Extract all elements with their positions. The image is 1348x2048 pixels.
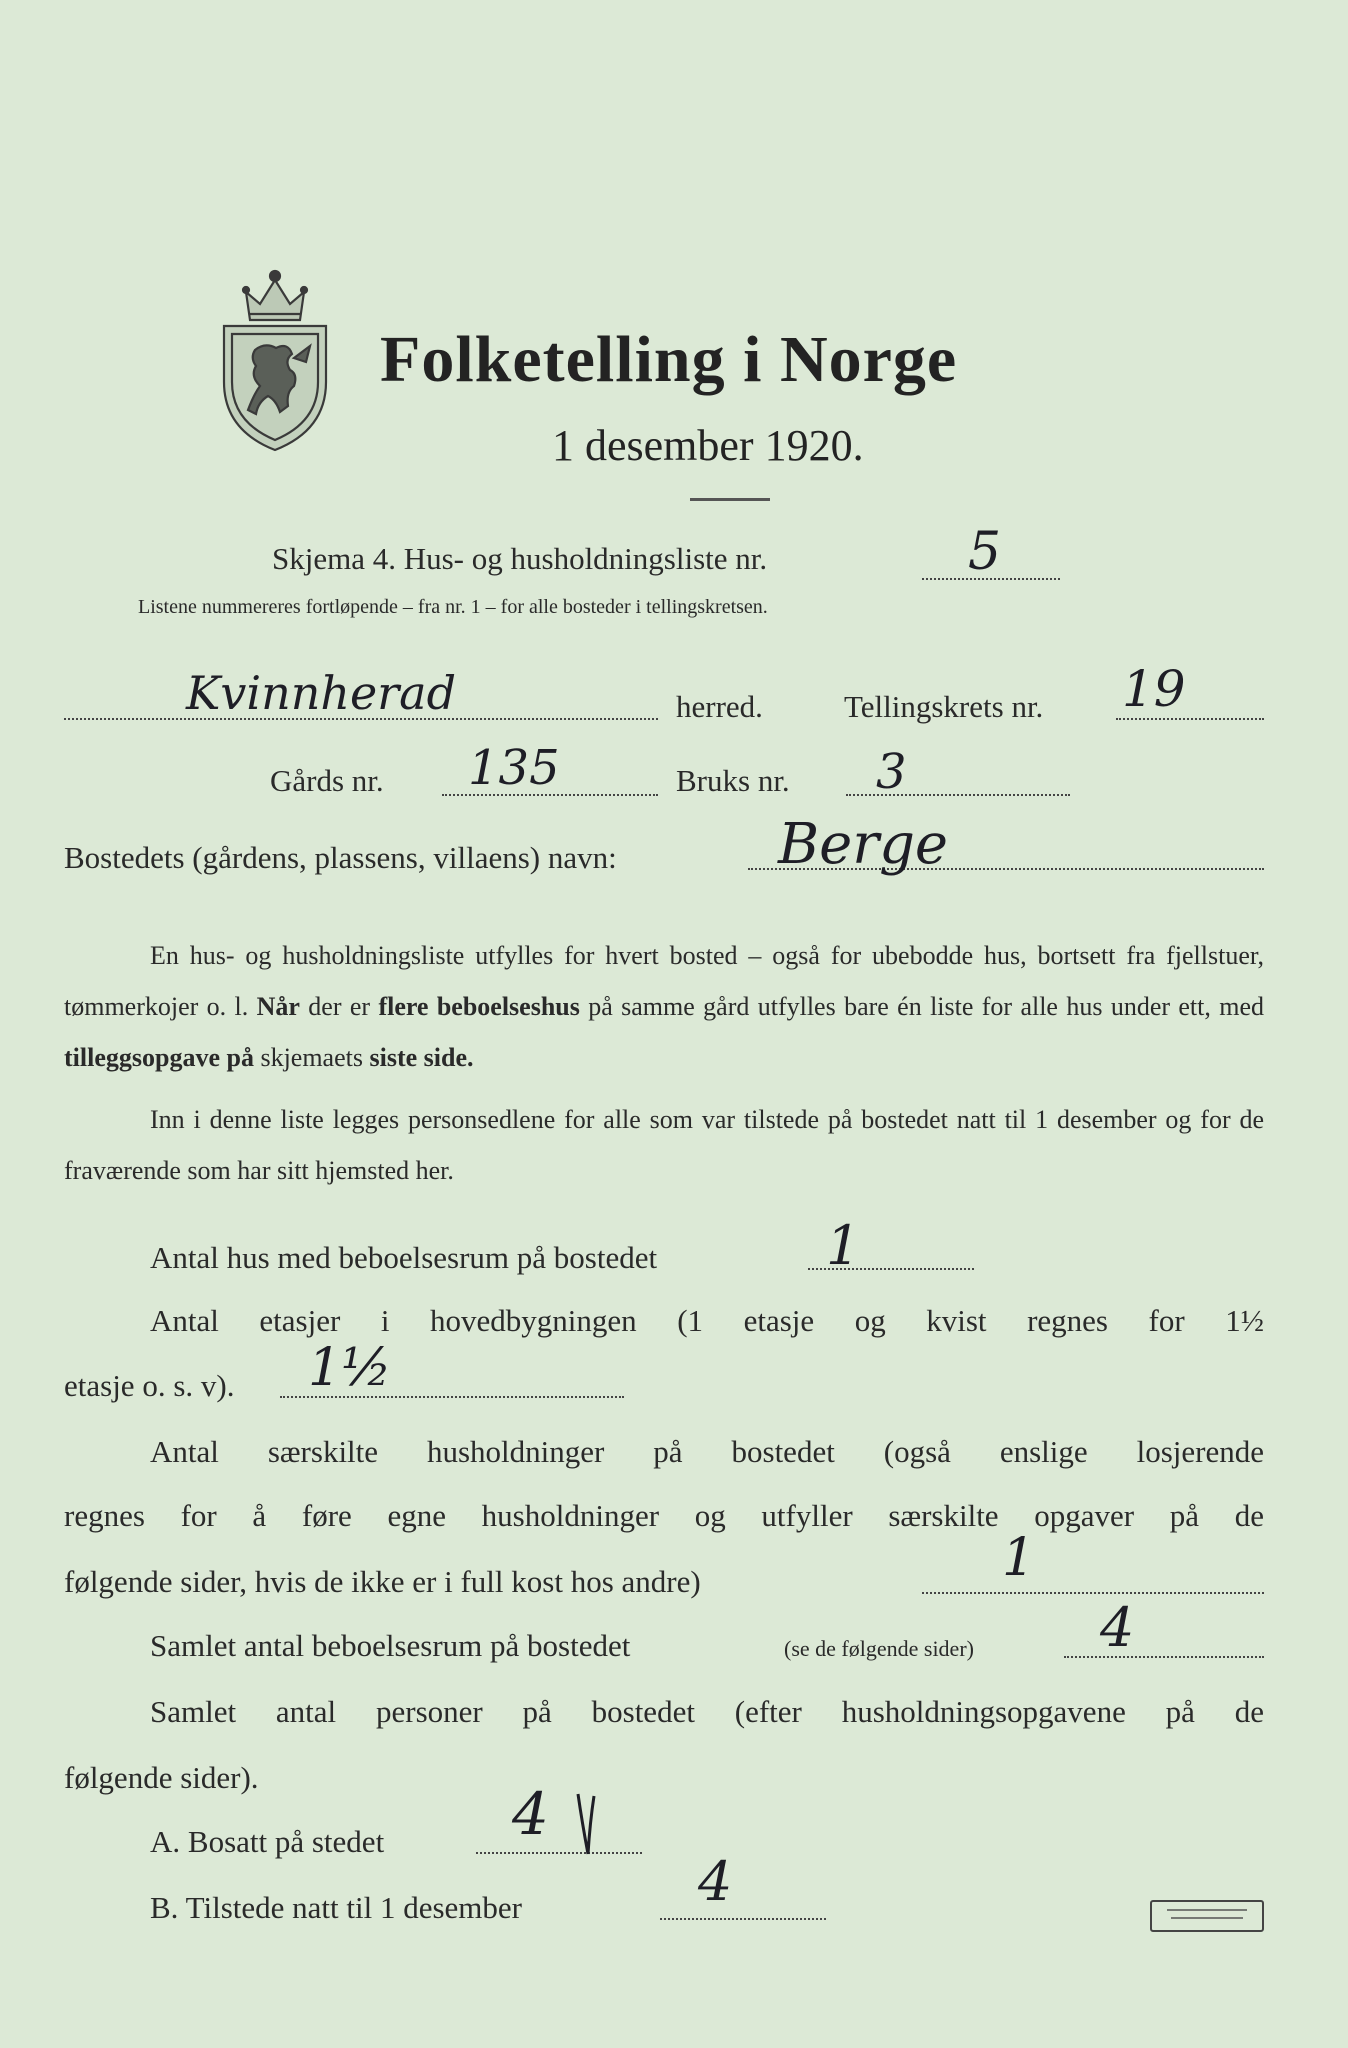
instruction-bold-4: siste side. [369, 1043, 474, 1072]
q5-label-line-1: Samlet antal personer på bostedet (efter husholdningsopgavene på de [150, 1694, 1264, 1729]
schema-label: Skjema 4. Hus- og husholdningsliste nr. [272, 541, 768, 576]
q2-label-line-2: etasje o. s. v). [64, 1368, 235, 1403]
instruction-paragraph-2: Inn i denne liste legges personsedlene for alle som var tilstede på bostedet natt til 1 desember og for de fraværende som har sitt hjemsted her. [64, 1105, 1264, 1185]
form-title: Folketelling i Norge [380, 323, 958, 396]
q1-value: 1 [826, 1214, 861, 1277]
bruks-value: 3 [876, 744, 907, 800]
q2-value: 1½ [308, 1338, 392, 1398]
qb-line [660, 1918, 826, 1920]
tellingskrets-label: Tellingskrets nr. [844, 689, 1044, 724]
instruction-paragraph-1 [64, 930, 1264, 1083]
q3-label-line-1: Antal særskilte husholdninger på bostedet (også enslige losjerende [150, 1434, 1264, 1469]
qa-label: A. Bosatt på stedet [150, 1824, 385, 1859]
herred-value: Kvinnherad [186, 666, 457, 720]
form-date: 1 desember 1920. [552, 421, 864, 470]
printer-stamp-icon [1157, 1902, 1257, 1926]
qa-tally-mark-icon [572, 1792, 598, 1858]
qb-value: 4 [698, 1850, 733, 1913]
gards-value: 135 [468, 740, 560, 796]
qa-value: 4 [512, 1780, 549, 1848]
q4-label: Samlet antal beboelsesrum på bostedet [150, 1628, 631, 1663]
q5-label-line-2: følgende sider). [64, 1760, 259, 1795]
instruction-text-1d: på samme gård utfylles bare én liste for alle hus under ett, med [579, 992, 1264, 1021]
instruction-text-1e: skjemaets [253, 1043, 370, 1072]
q3-label-line-2: regnes for å føre egne husholdninger og utfyller særskilte opgaver på de [64, 1498, 1264, 1533]
qb-label: B. Tilstede natt til 1 desember [150, 1890, 522, 1925]
instruction-bold-3: tilleggsopgave på [64, 1043, 254, 1072]
title-divider [690, 498, 770, 501]
printer-stamp [1150, 1900, 1264, 1932]
instruction-text-1c: der er [299, 992, 379, 1021]
tellingskrets-value: 19 [1122, 660, 1186, 718]
q2-label-line-1: Antal etasjer i hovedbygningen (1 etasje og kvist regnes for 1½ [150, 1303, 1264, 1338]
tellingskrets-line [1116, 718, 1264, 720]
qa-line [476, 1852, 642, 1854]
q3-value: 1 [1002, 1528, 1036, 1588]
schema-number-value: 5 [968, 522, 1002, 582]
instruction-text-1a: En hus- og husholdningsliste utfylles for hvert bosted – også for ubebodde hus, bortsett fra fjellstuer, tømmerkojer o. l. [64, 941, 1264, 1021]
instruction-bold-1: Når [256, 992, 300, 1021]
q4-note: (se de følgende sider) [784, 1636, 974, 1661]
herred-label: herred. [676, 689, 763, 724]
instruction-bold-2: flere beboelseshus [378, 992, 580, 1021]
bosted-value: Berge [778, 812, 949, 877]
schema-note: Listene nummereres fortløpende – fra nr. 1 – for alle bosteder i tellingskretsen. [138, 596, 768, 618]
q4-line [1064, 1656, 1264, 1658]
bosted-label: Bostedets (gårdens, plassens, villaens) navn: [64, 840, 617, 875]
q4-value: 4 [1100, 1596, 1135, 1659]
q1-label: Antal hus med beboelsesrum på bostedet [150, 1240, 658, 1275]
q3-label-line-3: følgende sider, hvis de ikke er i full kost hos andre) [64, 1564, 701, 1599]
bruks-label: Bruks nr. [676, 763, 790, 798]
q3-line [922, 1592, 1264, 1594]
coat-of-arms-icon [210, 262, 340, 454]
gards-label: Gårds nr. [270, 763, 384, 798]
